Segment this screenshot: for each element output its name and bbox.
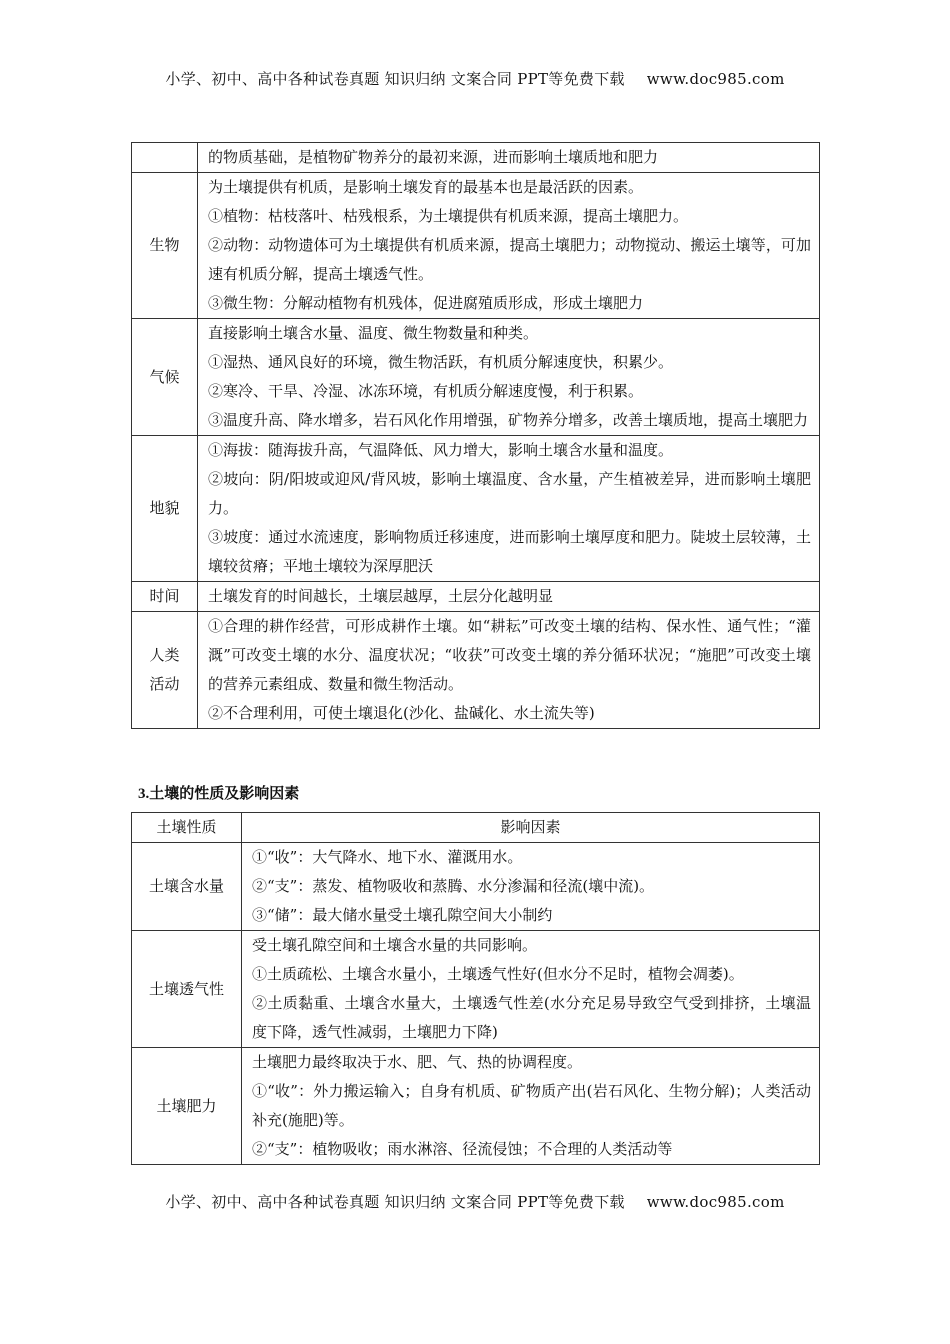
- factor-line: ③“储”：最大储水量受土壤孔隙空间大小制约: [252, 906, 553, 924]
- factor-cell: 地貌: [132, 436, 198, 582]
- table-row: [132, 319, 820, 436]
- description-line: ②寒冷、干旱、冷湿、冰冻环境，有机质分解速度慢，利于积累。: [208, 382, 644, 400]
- table-row: [132, 612, 820, 729]
- page-header: [0, 68, 950, 89]
- description-line: ②坡向：阴/阳坡或迎风/背风坡，影响土壤温度、含水量，产生植被差异，进而影响土壤肥力。: [208, 470, 811, 517]
- description-line: ①植物：枯枝落叶、枯残根系，为土壤提供有机质来源，提高土壤肥力。: [208, 207, 689, 225]
- footer-text: 小学、初中、高中各种试卷真题 知识归纳 文案合同 PPT等免费下载: [165, 1193, 625, 1211]
- factor-line: ②“支”：植物吸收；雨水淋溶、径流侵蚀；不合理的人类活动等: [252, 1140, 673, 1158]
- factor-line: ②“支”：蒸发、植物吸收和蒸腾、水分渗漏和径流(壤中流)。: [252, 877, 655, 895]
- factor-cell: [132, 143, 198, 173]
- factor-line: ①“收”：外力搬运输入；自身有机质、矿物质产出(岩石风化、生物分解)；人类活动补充(施肥)等。: [252, 1082, 811, 1129]
- column-header: 土壤性质: [132, 813, 242, 843]
- description-line: ①合理的耕作经营，可形成耕作土壤。如“耕耘”可改变土壤的结构、保水性、通气性；“灌溉”可改变土壤的水分、温度状况；“收获”可改变土壤的养分循环状况；“施肥”可改变土壤的营养元素组成、数量和微生物活动。: [208, 617, 811, 693]
- description-line: 直接影响土壤含水量、温度、微生物数量和种类。: [208, 324, 539, 342]
- page-footer: [0, 1191, 950, 1212]
- table-header-row: [132, 813, 820, 843]
- description-cell: [198, 173, 820, 319]
- table-row: [132, 931, 820, 1048]
- soil-properties-table: [131, 812, 820, 1165]
- factor-cell: [242, 1048, 820, 1165]
- description-cell: [198, 143, 820, 173]
- header-url[interactable]: www.doc985.com: [646, 70, 785, 88]
- factor-cell: [132, 612, 198, 729]
- description-line: ②动物：动物遗体可为土壤提供有机质来源，提高土壤肥力；动物搅动、搬运土壤等，可加速有机质分解，提高土壤透气性。: [208, 236, 811, 283]
- table-row: [132, 843, 820, 931]
- property-cell: 土壤含水量: [132, 843, 242, 931]
- soil-factors-table: [131, 142, 820, 729]
- table-row: [132, 582, 820, 612]
- factor-line: 土壤肥力最终取决于水、肥、气、热的协调程度。: [252, 1053, 583, 1071]
- description-line: ③温度升高、降水增多，岩石风化作用增强，矿物养分增多，改善土壤质地，提高土壤肥力: [208, 411, 809, 429]
- factor-line: 人类: [149, 646, 180, 664]
- factor-line: 受土壤孔隙空间和土壤含水量的共同影响。: [252, 936, 538, 954]
- factor-line: 活动: [149, 675, 180, 693]
- table-row: [132, 173, 820, 319]
- description-line: 土壤发育的时间越长，土壤层越厚，土层分化越明显: [208, 587, 554, 605]
- table-row: [132, 143, 820, 173]
- factor-cell: 气候: [132, 319, 198, 436]
- footer-url[interactable]: www.doc985.com: [646, 1193, 785, 1211]
- property-cell: 土壤肥力: [132, 1048, 242, 1165]
- table-row: [132, 1048, 820, 1165]
- description-cell: [198, 436, 820, 582]
- description-cell: [198, 319, 820, 436]
- factor-line: ①“收”：大气降水、地下水、灌溉用水。: [252, 848, 523, 866]
- factor-cell: [242, 843, 820, 931]
- property-cell: 土壤透气性: [132, 931, 242, 1048]
- factor-line: ②土质黏重、土壤含水量大，土壤透气性差(水分充足易导致空气受到排挤，土壤温度下降，透气性减弱，土壤肥力下降): [252, 994, 811, 1041]
- factor-cell: 时间: [132, 582, 198, 612]
- description-cell: [198, 612, 820, 729]
- description-line: ③坡度：通过水流速度，影响物质迁移速度，进而影响土壤厚度和肥力。陡坡土层较薄，土壤较贫瘠；平地土壤较为深厚肥沃: [208, 528, 811, 575]
- description-line: 的物质基础，是植物矿物养分的最初来源，进而影响土壤质地和肥力: [208, 148, 659, 166]
- section-heading: [138, 782, 299, 803]
- description-line: ②不合理利用，可使土壤退化(沙化、盐碱化、水土流失等): [208, 704, 595, 722]
- factor-cell: 生物: [132, 173, 198, 319]
- table-row: [132, 436, 820, 582]
- description-line: ③微生物：分解动植物有机残体，促进腐殖质形成，形成土壤肥力: [208, 294, 644, 312]
- column-header: 影响因素: [242, 813, 820, 843]
- factor-cell: [242, 931, 820, 1048]
- description-line: 为土壤提供有机质，是影响土壤发育的最基本也是最活跃的因素。: [208, 178, 644, 196]
- section-title: 土壤的性质及影响因素: [149, 784, 300, 802]
- description-cell: [198, 582, 820, 612]
- header-text: 小学、初中、高中各种试卷真题 知识归纳 文案合同 PPT等免费下载: [165, 70, 625, 88]
- section-number: 3.: [138, 786, 150, 802]
- description-line: ①海拔：随海拔升高，气温降低、风力增大，影响土壤含水量和温度。: [208, 441, 674, 459]
- description-line: ①湿热、通风良好的环境，微生物活跃，有机质分解速度快，积累少。: [208, 353, 674, 371]
- factor-line: ①土质疏松、土壤含水量小，土壤透气性好(但水分不足时，植物会凋萎)。: [252, 965, 744, 983]
